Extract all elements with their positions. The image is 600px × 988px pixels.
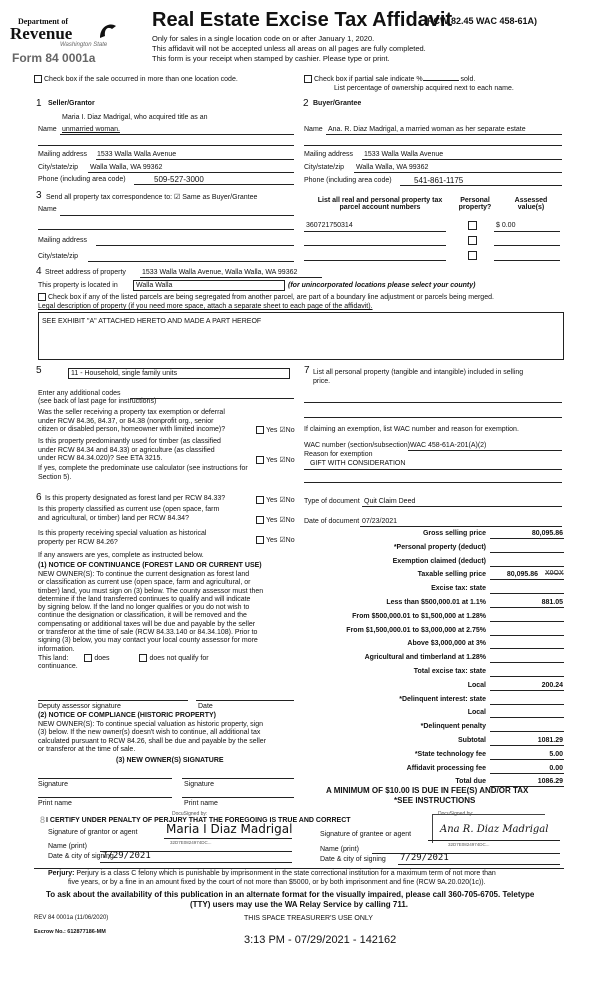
parcel-col2: Personal property?	[458, 197, 492, 211]
doc-type: Quit Claim Deed	[364, 498, 416, 505]
sec6-q1: Is this property designated as forest land per RCW 84.33?	[45, 495, 226, 502]
located-note: (for unincorporated locations please select your county)	[288, 282, 476, 289]
does-check[interactable]	[84, 654, 92, 662]
codes-label: Enter any additional codes	[38, 390, 121, 397]
seller-phone: 509-527-3000	[154, 175, 204, 184]
notice2-body: NEW OWNER(S): To continue special valuation as historic property, sign (3) below. If the new owner(s) doesn't wish to continue, all additional tax calculated pursuant to RCW 84.26, shall be due and payable by the seller or transferor at the time of sale.	[38, 721, 267, 753]
reason-label: Reason for exemption	[304, 451, 373, 458]
exemption-note: If claiming an exemption, list WAC number and reason for exemption.	[304, 426, 519, 433]
grantor-date-label: Date & city of signing	[48, 853, 114, 860]
new-owner-sig1: Signature	[38, 781, 68, 788]
if-yes: If any answers are yes, complete as instructed below.	[38, 552, 204, 559]
ask-line2: (TTY) users may use the WA Relay Service by calling 711.	[190, 900, 409, 909]
grantee-date-label: Date & city of signing	[320, 856, 386, 863]
buyer-address-label: Mailing address	[304, 151, 354, 158]
grantee-code: 32D7E0824974DC...	[448, 842, 490, 847]
property-number: 4	[36, 266, 42, 277]
tax-row-label: Taxable selling price	[417, 571, 486, 579]
ask-line1: To ask about the availability of this publication in an alternate format for the visually impaired, please call 360-705-6705. Teletype	[46, 890, 535, 899]
tax-row-value: 1081.29	[537, 737, 563, 744]
doc-date: 07/23/2021	[362, 518, 398, 525]
buyer-address: 1533 Walla Walla Avenue	[364, 151, 444, 158]
minimum-note: A MINIMUM OF $10.00 IS DUE IN FEE(S) AND/OR TAX	[326, 786, 529, 795]
tax-row-label: Less than $500,000.01 at 1.1%	[386, 599, 486, 606]
sec7-text: List all personal property (tangible and intangible) included in selling price.	[313, 369, 524, 385]
segregate-check[interactable]: Check box if any of the listed parcels are being segregated from another parcel, are part of a boundary line adjustment or parcels being merged.	[38, 293, 494, 301]
buyer-heading: Buyer/Grantee	[313, 100, 362, 107]
sec6-q2: Is this property classified as current use (open space, farm and agricultural, or timber) land per RCW 84.34?	[38, 506, 220, 522]
corr-city-label: City/state/zip	[38, 253, 79, 260]
tax-row-value: 200.24	[541, 681, 563, 689]
buyer-name-label: Name	[304, 126, 323, 133]
tax-row-label: From $500,000.01 to $1,500,000 at 1.28%	[352, 612, 486, 620]
header-note2: This affidavit will not be accepted unless all areas on all pages are fully completed.	[152, 44, 426, 53]
tax-row-label: From $1,500,000.01 to $3,000,000 at 2.75%	[346, 626, 486, 634]
same-as-buyer-check[interactable]: ☑	[174, 194, 181, 201]
personal-check-1[interactable]	[468, 221, 479, 230]
sec6-q3-answer[interactable]: Yes ☑No	[256, 536, 295, 544]
located-value: Walla Walla	[136, 282, 173, 289]
grantor-date: 7/29/2021	[102, 851, 151, 861]
tax-row-label: Local	[467, 709, 486, 717]
grantee-name-label: Name (print)	[320, 846, 359, 853]
tax-row-label: *State technology fee	[414, 750, 486, 758]
treasurer-note: THIS SPACE TREASURER'S USE ONLY	[244, 915, 373, 922]
tax-row-label: Total due	[455, 778, 486, 786]
new-owner-print1: Print name	[38, 800, 72, 807]
sec5-q2: Is this property predominantly used for timber (as classified under RCW 84.34 and 84.33) or agriculture (as classified under RCW 84.34.020)? See ETA 3215.	[38, 438, 221, 462]
parcel-col3: Assessed value(s)	[514, 197, 548, 211]
header-note1: Only for sales in a single location code on or after January 1, 2020.	[152, 34, 375, 43]
buyer-phone-label: Phone (including area code)	[304, 177, 392, 184]
deputy-date-label: Date	[198, 703, 213, 710]
seller-phone-label: Phone (including area code)	[38, 176, 126, 183]
tax-row-label: Agricultural and timberland at 1.28%	[364, 654, 486, 662]
new-owner-sig2: Signature	[184, 781, 214, 788]
agency-line3: Washington State	[60, 42, 108, 48]
tax-row-label: *Delinquent penalty	[420, 723, 486, 731]
sec6-q1-answer[interactable]: Yes ☑No	[256, 496, 295, 504]
doc-type-label: Type of document	[304, 498, 360, 505]
grantee-sig-label: Signature of grantee or agent	[320, 831, 412, 838]
tax-row-label: Total excise tax: state	[413, 668, 486, 675]
notice1-body: NEW OWNER(S): To continue the current designation as forest land or classification as current use (open space, farm and agricultural, or timber) land, you must sign on (3) below. The county assessor must then determine if the land transferred continues to qualify and will indicate by signing below. If the land no longer qualifies or you do not wish to continue the designation or classification, it will be removed and the compensating or additional taxes will be due and payable by the seller or transferor at the time of sale (RCW 84.33.140 or 84.34.108). Prior to signing (3) below, you may contact your local county assessor for more information.	[38, 571, 264, 653]
tax-row-label: *Personal property (deduct)	[393, 543, 486, 551]
personal-check-2[interactable]	[468, 236, 479, 245]
partial-sale-check[interactable]: Check box if partial sale indicate % sold.	[304, 75, 475, 83]
cashier-stamp: 3:13 PM - 07/29/2021 - 142162	[244, 934, 397, 946]
personal-check-3[interactable]	[468, 251, 479, 260]
rev-number: REV 84 0001a (11/06/2020)	[34, 915, 109, 921]
see-instructions: *SEE INSTRUCTIONS	[394, 796, 476, 805]
agency-line1: Department of	[18, 17, 68, 26]
continuance: continuance.	[38, 663, 78, 670]
sec6-q2-answer[interactable]: Yes ☑No	[256, 516, 295, 524]
sec5-q1-answer[interactable]: Yes ☑No	[256, 426, 295, 434]
sec6-number: 6	[36, 492, 42, 503]
this-land: This land: does does not qualify for	[38, 654, 209, 662]
agency-logo: Revenue	[10, 24, 73, 43]
sec5-q1: Was the seller receiving a property tax exemption or deferral under RCW 84.36, 84.37, or 84.38 (nonprofit org., senior citizen or disabled person, homeowner with limited income)?	[38, 409, 226, 433]
buyer-number: 2	[303, 98, 309, 109]
buyer-city-label: City/state/zip	[304, 164, 345, 171]
seller-heading: Seller/Grantor	[48, 100, 95, 107]
legal-label: Legal description of property (if you need more space, attach a separate sheet to each page of the affidavit).	[38, 303, 373, 310]
parcel-col1: List all real and personal property tax parcel account numbers	[317, 197, 443, 211]
new-owner-sig-title: (3) NEW OWNER(S) SIGNATURE	[116, 757, 224, 764]
new-owner-print2: Print name	[184, 800, 218, 807]
docusigned-1: DocuSigned by:	[172, 811, 208, 817]
taxable-strike: X0OX	[545, 570, 564, 577]
codes-sub: (see back of last page for instructions)	[38, 398, 157, 405]
grantor-code: 32D7E0824974DC...	[170, 840, 212, 845]
sec5-q2-answer[interactable]: Yes ☑No	[256, 456, 295, 464]
tax-row-label: Affidavit processing fee	[406, 764, 486, 772]
tax-row-value: 5.00	[549, 750, 563, 758]
tax-row-label: *Delinquent interest: state	[399, 695, 486, 703]
deputy-sig-label: Deputy assessor signature	[38, 703, 121, 710]
tax-row-label: Exemption claimed (deduct)	[392, 557, 486, 565]
buyer-phone: 541-861-1175	[414, 176, 464, 185]
does-not-check[interactable]	[139, 654, 147, 662]
wa-logo-icon	[96, 20, 118, 42]
form-statute: (RCW 82.45 WAC 458-61A)	[424, 16, 538, 26]
doc-date-label: Date of document	[304, 518, 360, 525]
corr-address-label: Mailing address	[38, 237, 88, 244]
seller-address: 1533 Walla Walla Avenue	[97, 151, 177, 158]
reason-value: GIFT WITH CONSIDERATION	[310, 460, 406, 467]
street-label: Street address of property	[45, 269, 126, 276]
parcel-number: 360721750314	[306, 222, 353, 229]
buyer-city: Walla Walla, WA 99362	[356, 164, 429, 171]
tax-row-label: Above $3,000,000 at 3%	[407, 640, 486, 648]
wac-value: WAC 458-61A-201(A)(2)	[410, 442, 487, 449]
seller-city-label: City/state/zip	[38, 164, 79, 171]
sec7-number: 7	[304, 365, 310, 376]
tax-row-value: 1086.29	[537, 778, 563, 786]
buyer-name: Ana. R. Diaz Madrigal, a married woman as her separate estate	[328, 126, 526, 133]
form-number: Form 84 0001a	[12, 51, 96, 65]
sec6-q3: Is this property receiving special valuation as historical property per RCW 84.26?	[38, 530, 207, 546]
grantor-signature: Maria I Diaz Madrigal	[166, 822, 293, 836]
tax-row-label: Gross selling price	[422, 530, 486, 537]
corr-number: 3	[36, 190, 42, 201]
tax-row-label: Subtotal	[458, 737, 486, 744]
tax-row-value: 80,095.86	[506, 571, 538, 579]
partial-sale-sub: List percentage of ownership acquired next to each name.	[334, 85, 514, 92]
seller-address-label: Mailing address	[38, 151, 88, 158]
tax-row-value: 0.00	[549, 764, 563, 772]
tax-row-value: 881.05	[541, 599, 563, 606]
form-title: Real Estate Excise Tax Affidavit	[152, 9, 453, 31]
seller-city: Walla Walla, WA 99362	[90, 164, 163, 171]
docusigned-2: DocuSigned by:	[438, 811, 474, 817]
tax-row-value: 80,095.86	[531, 530, 563, 537]
land-use-value: 11 - Household, single family units	[71, 370, 178, 377]
grantee-date: 7/29/2021	[400, 853, 449, 863]
corr-text: Send all property tax correspondence to: ☑ Same as Buyer/Grantee	[46, 194, 258, 201]
header-note3: This form is your receipt when stamped by cashier. Please type or print.	[152, 54, 390, 63]
wac-label: WAC number (section/subsection)	[304, 442, 410, 449]
grantor-sig-label: Signature of grantor or agent	[48, 829, 138, 836]
street-value: 1533 Walla Walla Avenue, Walla Walla, WA 99362	[142, 269, 298, 276]
tax-row-label: Local	[467, 681, 486, 689]
perjury-line2: five years, or by a fine in an amount fixed by the court of not more than $5000, or by both imprisonment and fine (RCW 9A.20.020(1c)).	[68, 879, 486, 886]
seller-name-line2: unmarried woman.	[62, 126, 120, 133]
seller-name-line1: Maria I. Diaz Madrigal, who acquired title as an	[62, 114, 208, 121]
escrow-number: Escrow No.: 612877186-MM	[34, 929, 106, 935]
notice2-title: (2) NOTICE OF COMPLIANCE (HISTORIC PROPERTY)	[38, 712, 216, 719]
grantor-name-label: Name (print)	[48, 843, 87, 850]
tax-row-label: Excise tax: state	[431, 585, 486, 593]
seller-name-label: Name	[38, 126, 57, 133]
grantee-signature: Ana R. Diaz Madrigal	[440, 824, 549, 835]
notice1-title: (1) NOTICE OF CONTINUANCE (FOREST LAND OR CURRENT USE)	[38, 562, 262, 569]
located-label: This property is located in	[38, 282, 118, 289]
certify-text: I CERTIFY UNDER PENALTY OF PERJURY THAT THE FOREGOING IS TRUE AND CORRECT	[46, 817, 351, 824]
assessed-value: $ 0.00	[496, 222, 516, 229]
multi-location-check[interactable]: Check box if the sale occurred in more than one location code.	[34, 75, 238, 83]
certify-number: 8	[40, 815, 46, 825]
legal-description: SEE EXHIBIT "A" ATTACHED HERETO AND MADE A PART HEREOF	[42, 318, 262, 325]
sec5-number: 5	[36, 365, 42, 376]
sec5-q2-sub: If yes, complete the predominate use calculator (see instructions for Section 5).	[38, 465, 248, 481]
perjury-line1: Perjury: Perjury is a class C felony which is punishable by imprisonment in the state correctional institution for a maximum term of not more than	[48, 870, 496, 877]
corr-name-label: Name	[38, 206, 57, 213]
seller-number: 1	[36, 98, 42, 109]
